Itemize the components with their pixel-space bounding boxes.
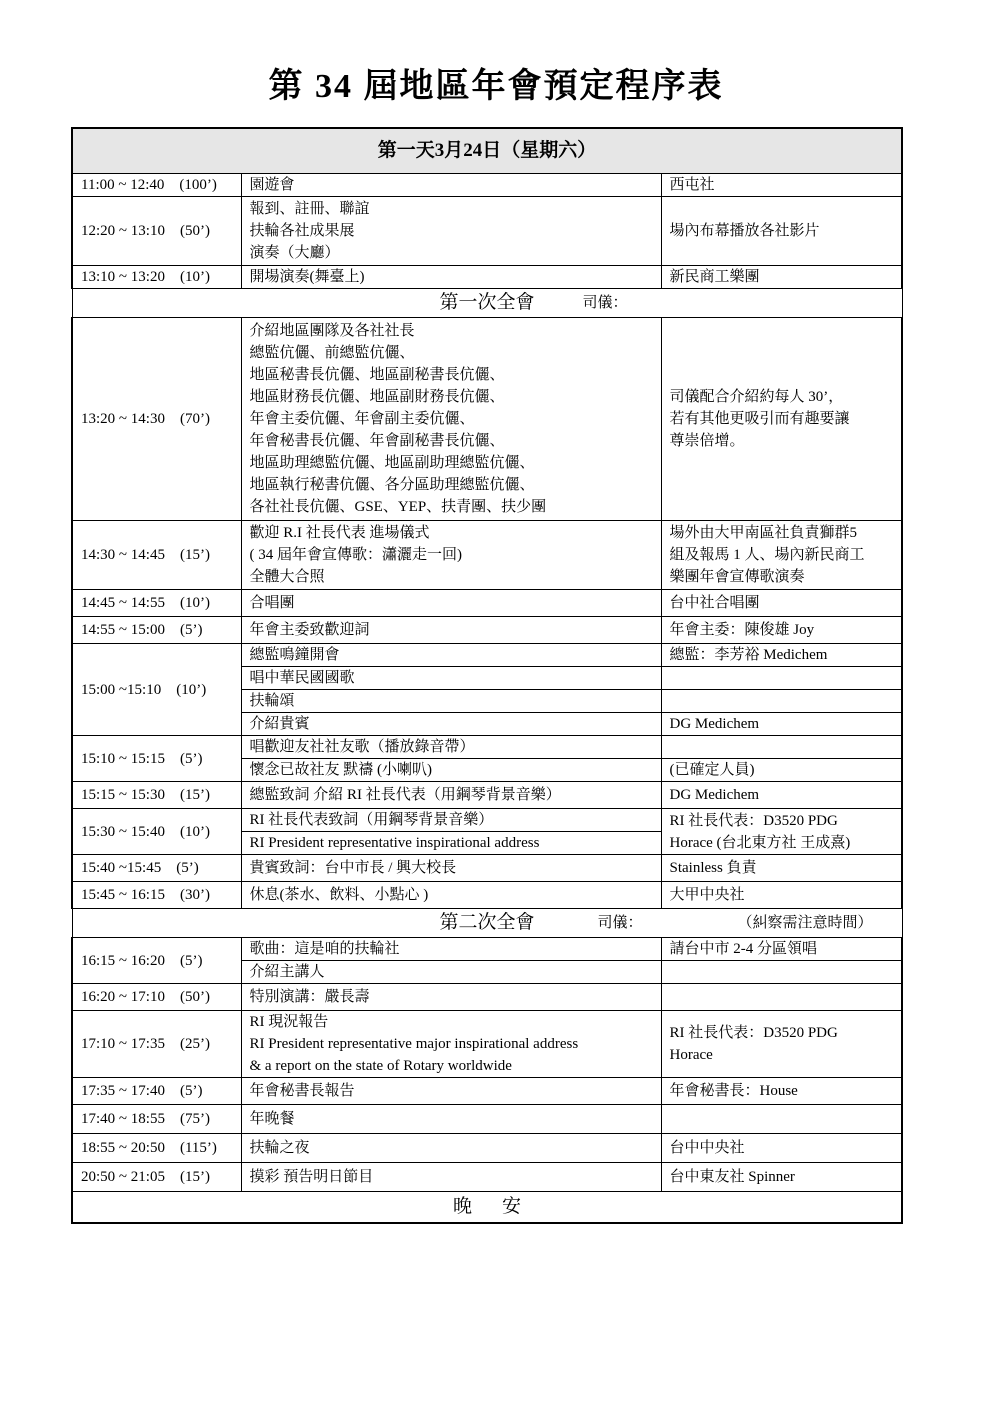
program-line: RI 現況報告 bbox=[249, 1014, 329, 1030]
note-cell bbox=[661, 882, 902, 909]
program-cell bbox=[241, 1011, 661, 1078]
program-line: 總監致詞 介紹 RI 社長代表（用鋼琴背景音樂） bbox=[249, 787, 561, 803]
note-cell bbox=[661, 1105, 902, 1134]
note-line: 年會主委：陳俊雄 Joy bbox=[669, 622, 815, 638]
program-cell bbox=[241, 984, 661, 1011]
time-cell: 15:15 ~ 15:30 (15’) bbox=[72, 782, 241, 809]
note-line: 組及報馬 1 人、場內新民商工 bbox=[669, 547, 865, 563]
note-line: 年會秘書長：House bbox=[669, 1083, 798, 1099]
time-cell: 15:40 ~15:45 (5’) bbox=[72, 855, 241, 882]
closing-row bbox=[72, 1192, 902, 1224]
program-line: 摸彩 預告明日節目 bbox=[249, 1169, 374, 1185]
program-line: 扶輪之夜 bbox=[249, 1140, 310, 1156]
note-line: 大甲中央社 bbox=[669, 887, 745, 903]
note-cell bbox=[661, 197, 902, 266]
time-cell: 15:00 ~15:10 (10’) bbox=[72, 644, 241, 736]
note-cell bbox=[661, 855, 902, 882]
time-cell: 13:10 ~ 13:20 (10’) bbox=[72, 266, 241, 289]
program-line: 特別演講：嚴長壽 bbox=[249, 989, 370, 1005]
table-row bbox=[72, 1134, 902, 1163]
note-line: 若有其他更吸引而有趣要讓 bbox=[669, 411, 850, 427]
program-cell bbox=[241, 266, 661, 289]
program-line: 貴賓致詞：台中市長 / 興大校長 bbox=[249, 860, 457, 876]
program-line: 年會主委伉儷、年會副主委伉儷、 bbox=[249, 411, 475, 427]
program-line: 扶輪各社成果展 bbox=[249, 223, 355, 239]
note-cell: 請台中市 2-4 分區領唱 bbox=[661, 938, 902, 961]
note-line: 尊崇倍增。 bbox=[669, 433, 745, 449]
note-cell bbox=[661, 617, 902, 644]
table-row bbox=[72, 736, 902, 759]
note-line: DG Medichem bbox=[669, 787, 760, 803]
table-row bbox=[72, 318, 902, 521]
table-row bbox=[72, 1078, 902, 1105]
time-cell: 17:10 ~ 17:35 (25’) bbox=[72, 1011, 241, 1078]
time-cell: 15:30 ~ 15:40 (10’) bbox=[72, 809, 241, 855]
time-cell: 17:40 ~ 18:55 (75’) bbox=[72, 1105, 241, 1134]
note-cell bbox=[661, 809, 902, 855]
program-cell: 總監鳴鐘開會 bbox=[241, 644, 661, 667]
time-cell: 17:35 ~ 17:40 (5’) bbox=[72, 1078, 241, 1105]
note-cell bbox=[661, 961, 902, 984]
time-cell: 13:20 ~ 14:30 (70’) bbox=[72, 318, 241, 521]
program-line: 歡迎 R.I 社長代表 進場儀式 bbox=[249, 525, 430, 541]
time-cell: 16:15 ~ 16:20 (5’) bbox=[72, 938, 241, 984]
table-row bbox=[72, 855, 902, 882]
time-cell: 14:45 ~ 14:55 (10’) bbox=[72, 590, 241, 617]
note-line: 場外由大甲南區社負責獅群5 bbox=[669, 525, 858, 541]
section-inner bbox=[73, 292, 902, 314]
note-line: RI 社長代表：D3520 PDG bbox=[669, 812, 838, 829]
note-cell bbox=[661, 590, 902, 617]
time-cell: 12:20 ~ 13:10 (50’) bbox=[72, 197, 241, 266]
page-title: 第 34 屆地區年會預定程序表 bbox=[268, 68, 724, 105]
program-cell: 唱中華民國國歌 bbox=[241, 667, 661, 690]
note-cell bbox=[661, 1078, 902, 1105]
program-cell: 介紹主講人 bbox=[241, 961, 661, 984]
section-cell bbox=[72, 909, 902, 938]
table-row bbox=[72, 617, 902, 644]
program-line: ( 34 屆年會宣傳歌：瀟灑走一回) bbox=[249, 547, 462, 563]
time-cell: 16:20 ~ 17:10 (50’) bbox=[72, 984, 241, 1011]
note-line: Horace bbox=[669, 1047, 713, 1063]
program-cell: 唱歡迎友社社友歌（播放錄音帶） bbox=[241, 736, 661, 759]
note-cell: 總監：李芳裕 Medichem bbox=[661, 644, 902, 667]
program-line: 開場演奏(舞臺上) bbox=[249, 269, 365, 285]
program-line: 地區執行秘書伉儷、各分區助理總監伉儷、 bbox=[249, 477, 535, 493]
time-cell: 14:30 ~ 14:45 (15’) bbox=[72, 521, 241, 590]
note-line: 樂團年會宣傳歌演奏 bbox=[669, 569, 805, 585]
program-line: 年會主委致歡迎詞 bbox=[249, 622, 370, 638]
schedule-table bbox=[71, 127, 903, 1224]
note-cell bbox=[661, 736, 902, 759]
note-line: 司儀配合介紹約每人 30’， bbox=[669, 389, 844, 405]
note-line: RI 社長代表：D3520 PDG bbox=[669, 1025, 838, 1041]
note-line: 西屯社 bbox=[669, 177, 715, 193]
table-row bbox=[72, 521, 902, 590]
section-title: 第一次全會 bbox=[439, 292, 535, 313]
program-line: 報到、註冊、聯誼 bbox=[249, 201, 370, 217]
time-cell: 11:00 ~ 12:40 (100’) bbox=[72, 174, 241, 197]
time-cell: 20:50 ~ 21:05 (15’) bbox=[72, 1163, 241, 1192]
note-cell bbox=[661, 690, 902, 713]
table-row bbox=[72, 782, 902, 809]
program-line: 演奏（大廳） bbox=[249, 245, 340, 261]
program-line: 介紹地區團隊及各社社長 bbox=[249, 323, 415, 339]
program-line: RI President representative major inspirational address bbox=[249, 1036, 579, 1052]
table-row bbox=[72, 1163, 902, 1192]
section-host-label: 司儀： bbox=[597, 915, 643, 931]
table-row bbox=[72, 197, 902, 266]
section-cell bbox=[72, 289, 902, 318]
program-cell: RI 社長代表致詞（用鋼琴背景音樂） bbox=[241, 809, 661, 832]
section-note: （糾察需注意時間） bbox=[737, 915, 873, 931]
time-cell: 15:10 ~ 15:15 (5’) bbox=[72, 736, 241, 782]
program-cell bbox=[241, 174, 661, 197]
program-cell bbox=[241, 197, 661, 266]
time-cell: 18:55 ~ 20:50 (115’) bbox=[72, 1134, 241, 1163]
program-cell bbox=[241, 1134, 661, 1163]
table-row bbox=[72, 266, 902, 289]
program-line: 地區秘書長伉儷、地區副秘書長伉儷、 bbox=[249, 367, 505, 383]
note-line: 台中社合唱團 bbox=[669, 595, 760, 611]
program-cell bbox=[241, 1105, 661, 1134]
note-cell bbox=[661, 521, 902, 590]
note-cell: (已確定人員) bbox=[661, 759, 902, 782]
table-row bbox=[72, 1105, 902, 1134]
program-cell bbox=[241, 590, 661, 617]
section-host-label: 司儀： bbox=[582, 295, 628, 311]
program-cell bbox=[241, 782, 661, 809]
program-line: 年會秘書長伉儷、年會副秘書長伉儷、 bbox=[249, 433, 505, 449]
closing-cell: 晚安 bbox=[72, 1192, 902, 1224]
program-line: 地區助理總監伉儷、地區副助理總監伉儷、 bbox=[249, 455, 535, 471]
table-row bbox=[72, 590, 902, 617]
program-line: 總監伉儷、前總監伉儷、 bbox=[249, 345, 415, 361]
table-row bbox=[72, 809, 902, 832]
program-cell bbox=[241, 882, 661, 909]
table-row bbox=[72, 882, 902, 909]
time-cell: 14:55 ~ 15:00 (5’) bbox=[72, 617, 241, 644]
note-line bbox=[670, 1108, 902, 1130]
program-cell bbox=[241, 1163, 661, 1192]
program-line: 各社社長伉儷、GSE、YEP、扶青團、扶少團 bbox=[249, 499, 547, 515]
note-line: 台中東友社 Spinner bbox=[669, 1169, 795, 1185]
note-cell bbox=[661, 1163, 902, 1192]
note-line: Stainless 負責 bbox=[669, 860, 757, 876]
table-row bbox=[72, 938, 902, 961]
program-cell bbox=[241, 617, 661, 644]
program-line: 地區財務長伉儷、地區副財務長伉儷、 bbox=[249, 389, 505, 405]
program-line: 年晚餐 bbox=[249, 1111, 295, 1127]
day-header: 第一天3月24日（星期六） bbox=[72, 128, 902, 174]
program-line: & a report on the state of Rotary worldwide bbox=[249, 1058, 512, 1074]
note-cell bbox=[661, 266, 902, 289]
program-line: 合唱團 bbox=[249, 595, 295, 611]
program-cell: 歌曲：這是咱的扶輪社 bbox=[241, 938, 661, 961]
section-row bbox=[72, 909, 902, 938]
time-cell: 15:45 ~ 16:15 (30’) bbox=[72, 882, 241, 909]
table-row bbox=[72, 174, 902, 197]
note-cell bbox=[661, 174, 902, 197]
section-row bbox=[72, 289, 902, 318]
note-cell bbox=[661, 318, 902, 521]
program-cell bbox=[241, 318, 661, 521]
section-title: 第二次全會 bbox=[439, 912, 535, 933]
program-cell: RI President representative inspirational address bbox=[241, 832, 661, 855]
program-cell bbox=[241, 855, 661, 882]
note-line: 場內布幕播放各社影片 bbox=[669, 223, 820, 239]
program-cell: 懷念已故社友 默禱 (小喇叭) bbox=[241, 759, 661, 782]
program-line: 休息(茶水、飲料、小點心 ) bbox=[249, 887, 429, 903]
note-cell bbox=[661, 1134, 902, 1163]
program-line: 年會秘書長報告 bbox=[249, 1083, 355, 1099]
program-cell bbox=[241, 521, 661, 590]
note-line: 台中中央社 bbox=[669, 1140, 745, 1156]
day-header-row bbox=[72, 128, 902, 174]
note-cell bbox=[661, 782, 902, 809]
note-cell bbox=[661, 1011, 902, 1078]
table-row bbox=[72, 984, 902, 1011]
note-cell bbox=[661, 984, 902, 1011]
note-line: Horace (台北東方社 王成熹) bbox=[669, 834, 851, 851]
program-cell: 扶輪頌 bbox=[241, 690, 661, 713]
section-inner bbox=[73, 912, 902, 934]
note-line bbox=[670, 986, 902, 1008]
program-cell bbox=[241, 1078, 661, 1105]
program-cell: 介紹貴賓 bbox=[241, 713, 661, 736]
note-line: 新民商工樂團 bbox=[669, 269, 760, 285]
table-row bbox=[72, 1011, 902, 1078]
program-line: 全體大合照 bbox=[249, 569, 325, 585]
program-line: 園遊會 bbox=[249, 177, 295, 193]
table-row bbox=[72, 644, 902, 667]
note-cell: DG Medichem bbox=[661, 713, 902, 736]
note-cell bbox=[661, 667, 902, 690]
